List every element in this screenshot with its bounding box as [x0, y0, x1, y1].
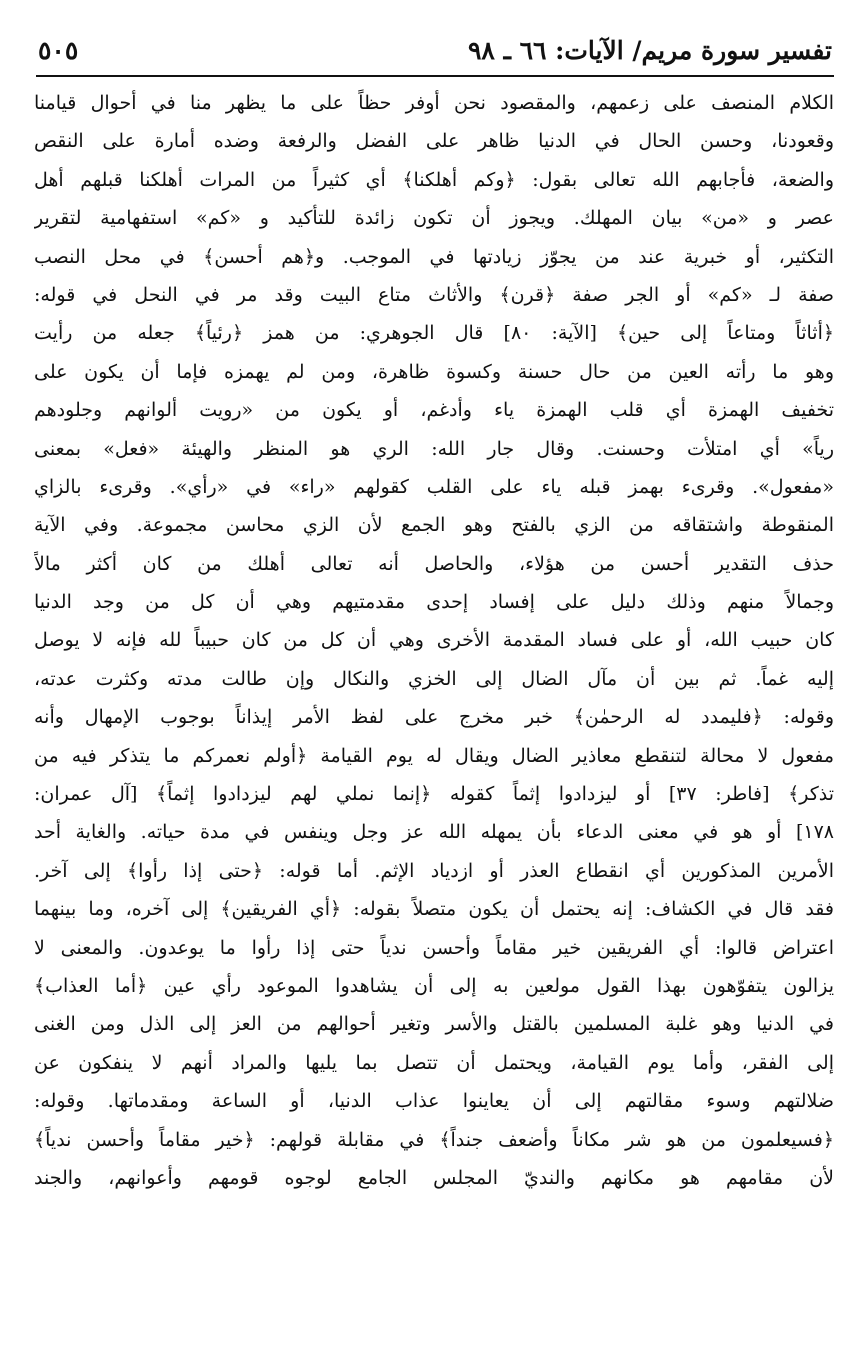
text-line: اعتراض قالوا: أي الفريقين خير مقاماً وأحسن ندياً حتى إذا رأوا ما يوعدون. والمعنى لا	[34, 936, 834, 959]
page-number: ٥٠٥	[38, 36, 79, 65]
text-line: لأن مقامهم هو مكانهم والنديّ المجلس الجامع لوجوه قومهم وأعوانهم، والجند	[34, 1166, 834, 1189]
running-title: تفسير سورة مريم/ الآيات: ٦٦ ـ ٩٨	[468, 36, 832, 65]
text-line: كان حبيب الله، أو على فساد المقدمة الأخرى وهي أن كل من كان حبيباً لله فإنه لا يوصل	[34, 629, 834, 652]
page-header	[38, 30, 832, 72]
text-line: يزالون يتفوّهون بهذا القول مولعين به إلى أن يشاهدوا الموعود رأي عين ﴿أما العذاب﴾	[34, 974, 834, 997]
text-line: إلى الفقر، وأما يوم القيامة، ويحتمل أن تتصل بما يليها والمراد أنهم لا ينفكون عن	[34, 1051, 834, 1074]
text-line: عصر و «من» بيان المهلك. ويجوز أن تكون زائدة للتأكيد و «كم» استفهامية لتقرير	[34, 207, 834, 230]
text-line: وقوله: ﴿فليمدد له الرحمٰن﴾ خبر مخرج على لفظ الأمر إيذاناً بوجوب الإمهال وأنه	[34, 706, 834, 729]
text-line: ﴿فسيعلمون من هو شر مكاناً وأضعف جنداً﴾ في مقابلة قولهم: ﴿خير مقاماً وأحسن ندياً﴾	[34, 1128, 834, 1151]
text-line: إليه غماً. ثم بين أن مآل الضال إلى الخزي والنكال وإن طالت مدته وكثرت عدته،	[34, 667, 834, 690]
text-line: مفعول لا محالة لتنقطع معاذير الضال ويقال له يوم القيامة ﴿أولم نعمركم ما يتذكر فيه من	[34, 744, 834, 767]
text-line: وجمالاً منهم وذلك دليل على إفساد إحدى مقدمتيهم وهي أن كل من وجد الدنيا	[34, 591, 834, 614]
text-line: ﴿أثاثاً ومتاعاً إلى حين﴾ [الآية: ٨٠] قال الجوهري: من همز ﴿رئياً﴾ جعله من رأيت	[34, 322, 834, 345]
text-line: ضلالتهم وسوء مقالتهم إلى أن يعاينوا عذاب الدنيا، أو الساعة ومقدماتها. وقوله:	[34, 1090, 834, 1113]
text-line: وهو ما رأته العين من حال حسنة وكسوة ظاهرة، ومن لم يهمزه فإما أن يكون على	[34, 360, 834, 383]
text-line: فقد قال في الكشاف: إنه يحتمل أن يكون متصلاً بقوله: ﴿أي الفريقين﴾ إلى آخره، وما بينهما	[34, 898, 834, 921]
text-line: تذكر﴾ [فاطر: ٣٧] أو ليزدادوا إثماً كقوله ﴿إنما نملي لهم ليزدادوا إثماً﴾ [آل عمران:	[34, 783, 834, 806]
header-divider	[36, 75, 834, 77]
text-line: المنقوطة واشتقاقه من الزي بالفتح وهو الجمع لأن الزي محاسن مجموعة. وفي الآية	[34, 514, 834, 537]
text-line: ١٧٨] أو هو في معنى الدعاء بأن يمهله الله عز وجل وينفس في مدة حياته. والغاية أحد	[34, 821, 834, 844]
text-line: «مفعول». وقرىء بهمز قبله ياء على القلب كقولهم «راء» في «رأي». وقرىء بالزاي	[34, 475, 834, 498]
text-line: والضعة، فأجابهم الله تعالى بقول: ﴿وكم أهلكنا﴾ أي كثيراً من المرات أهلكنا قبلهم أهل	[34, 168, 834, 191]
text-line: تخفيف الهمزة أي قلب الهمزة ياء وأدغم، أو يكون من «رويت ألوانهم وجلودهم	[34, 399, 834, 422]
text-line: الكلام المنصف على زعمهم، والمقصود نحن أوفر حظاً على ما يظهر منا في أحوال قيامنا	[34, 92, 834, 114]
text-line: وقعودنا، وحسن الحال في الدنيا ظاهر على الفضل والرفعة وضده أمارة على النقص	[34, 130, 834, 153]
text-line: الأمرين المذكورين أي انقطاع العذر أو ازدياد الإثم. أما قوله: ﴿حتى إذا رأوا﴾ إلى آخر.	[34, 859, 834, 882]
body-text	[34, 84, 834, 1197]
text-line: في الدنيا وهو غلبة المسلمين بالقتل والأسر وتغير أحوالهم من العز إلى الذل ومن الغنى	[34, 1013, 834, 1036]
text-line: حذف التقدير أحسن من هؤلاء، والحاصل أنه تعالى أهلك من كان أكثر مالاً	[34, 552, 834, 575]
text-line: التكثير، أو خبرية عند من يجوّز زيادتها في الموجب. و﴿هم أحسن﴾ في محل النصب	[34, 245, 834, 268]
text-line: صفة لـ «كم» أو الجر صفة ﴿قرن﴾ والأثاث متاع البيت وقد مر في النحل في قوله:	[34, 283, 834, 306]
text-line: رياً» أي امتلأت وحسنت. وقال جار الله: الري هو المنظر والهيئة «فعل» بمعنى	[34, 437, 834, 460]
